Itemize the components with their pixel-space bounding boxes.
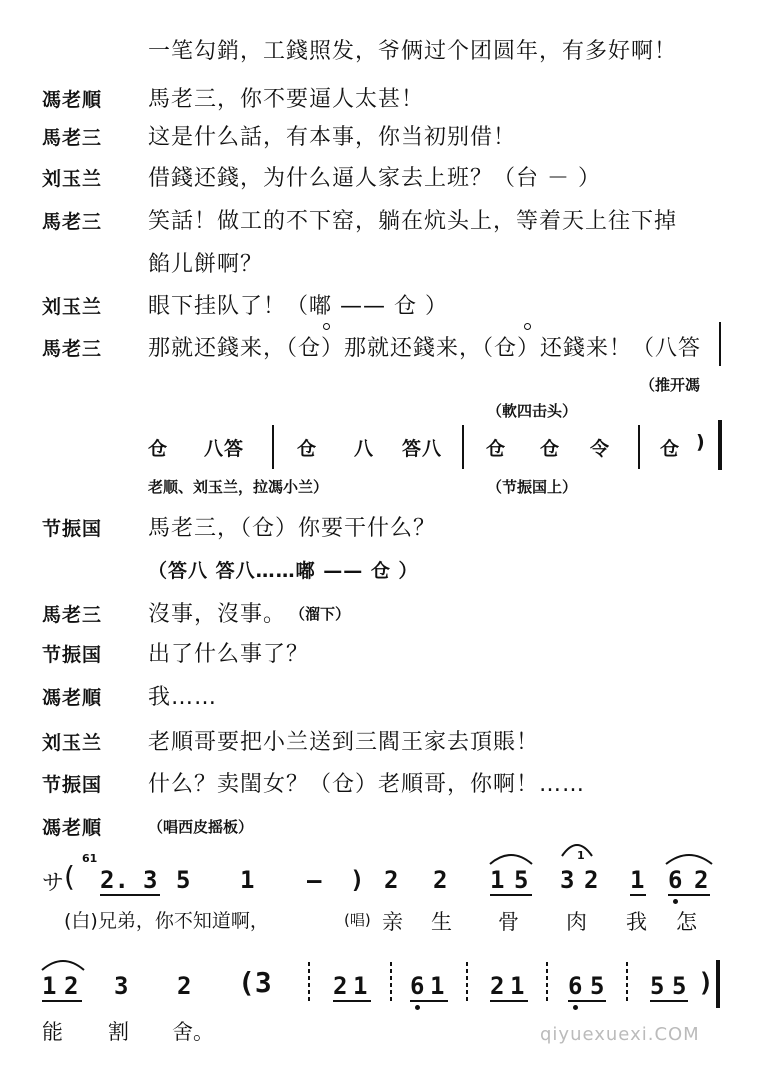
underline-beam [333, 1000, 371, 1002]
lyric-char: 骨 [498, 910, 519, 934]
dialogue-line-3: 这是什么話，有本事，你当初别借！ [148, 125, 517, 150]
dialogue-line-4: 借錢还錢，为什么逼人家去上班？（台 － ） [148, 166, 601, 191]
dialogue-line: 出了什么事了？ [148, 642, 310, 667]
octave-dot [415, 1005, 420, 1010]
speaker-label: 馮老順 [42, 687, 103, 709]
underline-beam [568, 1000, 606, 1002]
underline-beam [668, 894, 710, 896]
perc-syllable: 仓 [540, 438, 561, 460]
note: 2 [490, 972, 505, 1000]
octave-dot [573, 1005, 578, 1010]
dialogue-line: 什么？卖閨女？（仓）老順哥，你啊！…… [148, 772, 586, 797]
dialogue-line: 老順哥要把小兰送到三閻王家去頂賬！ [148, 730, 540, 755]
underline-beam [630, 894, 646, 896]
dialogue-line-1: 一笔勾銷，工錢照发，爷俩过个团圆年，有多好啊！ [148, 39, 678, 64]
dialogue-line-6: 餡儿餅啊？ [148, 252, 264, 277]
dialogue-line: 沒事，沒事。 [148, 602, 287, 627]
lyric-char: 舍。 [172, 1020, 214, 1044]
dialogue-line-8: 那就还錢来，（仓）那就还錢来，（仓）还錢来！（八答 [148, 336, 702, 361]
tempo-mark: サ [42, 871, 65, 896]
speaker-label: 刘玉兰 [42, 296, 103, 318]
lyric-spoken: (白)兄弟，你不知道啊， [64, 910, 269, 932]
note: 1 [630, 866, 645, 894]
note: 5 [672, 972, 687, 1000]
underline-beam [42, 1000, 82, 1002]
final-barline [718, 420, 722, 470]
note: 2. [100, 866, 129, 894]
note: 2 [384, 866, 399, 894]
perc-syllable: 令 [590, 438, 611, 460]
accent-circle-mark [323, 323, 330, 330]
dashed-barline [308, 962, 310, 1004]
note: (3 [238, 966, 272, 999]
note: 2 [433, 866, 448, 894]
underline-beam [490, 1000, 528, 1002]
accent-circle-mark [524, 323, 531, 330]
note: 1 [510, 972, 525, 1000]
note: 3 [560, 866, 575, 894]
speaker-label: 馬老三 [42, 604, 103, 626]
underline-beam [100, 894, 160, 896]
perc-syllable: 八 [354, 438, 375, 460]
speaker-label: 馮老順 [42, 817, 103, 839]
note: 1 [490, 866, 505, 894]
stage-note-below: （节振国上） [487, 478, 578, 496]
underline-beam [410, 1000, 448, 1002]
stage-note-left: 老顺、刘玉兰，拉馮小兰） [148, 478, 329, 496]
grace-notes: 61 [82, 852, 98, 865]
perc-syllable: 仓 [297, 438, 318, 460]
dash: – [307, 866, 322, 894]
note: 5 [650, 972, 665, 1000]
watermark: qiyuexuexi.COM [540, 1024, 700, 1045]
octave-dot [673, 899, 678, 904]
note: 1 [42, 972, 57, 1000]
note: 2 [64, 972, 79, 1000]
stage-note: （溜下） [290, 605, 351, 623]
note: 5 [176, 866, 191, 894]
note: 2 [333, 972, 348, 1000]
speaker-label: 馬老三 [42, 211, 103, 233]
note: 6 [568, 972, 583, 1000]
dialogue-line: 馬老三，（仓）你要干什么？ [148, 516, 437, 541]
slur-arc [40, 956, 86, 972]
lyric-char: 怎 [676, 910, 697, 934]
dialogue-line-7: 眼下挂队了！（嘟 —— 仓 ） [148, 294, 448, 319]
close-paren: ) [698, 968, 714, 998]
barline [462, 425, 464, 469]
stage-note-right: （推开馮 [640, 376, 701, 394]
underline-beam [650, 1000, 688, 1002]
stage-note: （唱西皮摇板） [148, 818, 254, 836]
note: 2 [584, 866, 599, 894]
lyric-sung-tag: (唱) [344, 911, 371, 929]
note: 2 [694, 866, 709, 894]
dashed-barline [546, 962, 548, 1004]
perc-syllable: 八答 [204, 438, 245, 460]
open-paren: ( [64, 860, 75, 893]
note: 5 [590, 972, 605, 1000]
dialogue-line: 我…… [148, 685, 218, 710]
stage-note-above: （軟四击头） [487, 402, 578, 420]
lyric-char: 割 [108, 1020, 129, 1044]
lyric-char: 生 [431, 910, 452, 934]
note: 3 [143, 866, 158, 894]
note: 6 [410, 972, 425, 1000]
barline [638, 425, 640, 469]
speaker-label: 馬老三 [42, 338, 103, 360]
speaker-label: 刘玉兰 [42, 732, 103, 754]
perc-syllable: 答八 [402, 438, 443, 460]
dashed-barline [466, 962, 468, 1004]
final-barline [716, 960, 720, 1008]
note: 3 [114, 972, 129, 1000]
barline [272, 425, 274, 469]
barline [719, 322, 721, 366]
note: 1 [353, 972, 368, 1000]
slur-arc [664, 850, 714, 866]
dialogue-line-2: 馬老三，你不要逼人太甚！ [148, 87, 425, 112]
dashed-barline [626, 962, 628, 1004]
dashed-barline [390, 962, 392, 1004]
speaker-label: 刘玉兰 [42, 168, 103, 190]
dialogue-line-5: 笑話！做工的不下窑，躺在炕头上，等着天上往下掉 [148, 209, 678, 234]
note: 5 [514, 866, 529, 894]
speaker-label: 节振国 [42, 774, 103, 796]
note: 6 [668, 866, 683, 894]
closing-paren: ) [696, 431, 706, 453]
lyric-char: 我 [626, 910, 647, 934]
lyric-char: 亲 [382, 910, 403, 934]
speaker-label: 馬老三 [42, 127, 103, 149]
perc-syllable: 仓 [486, 438, 507, 460]
note: 2 [177, 972, 192, 1000]
underline-beam [490, 894, 532, 896]
speaker-label: 馮老順 [42, 89, 103, 111]
lyric-char: 肉 [566, 910, 587, 934]
grace-note: 1 [577, 849, 585, 862]
close-paren: ) [350, 866, 365, 894]
percussion-line: （答八 答八……嘟 —— 仓 ） [148, 560, 419, 582]
lyric-char: 能 [42, 1020, 63, 1044]
perc-syllable: 仓 [660, 438, 681, 460]
speaker-label: 节振国 [42, 644, 103, 666]
note: 1 [430, 972, 445, 1000]
note: 1 [240, 866, 255, 894]
slur-arc [488, 850, 534, 866]
perc-syllable: 仓 [148, 438, 169, 460]
speaker-label: 节振国 [42, 518, 103, 540]
